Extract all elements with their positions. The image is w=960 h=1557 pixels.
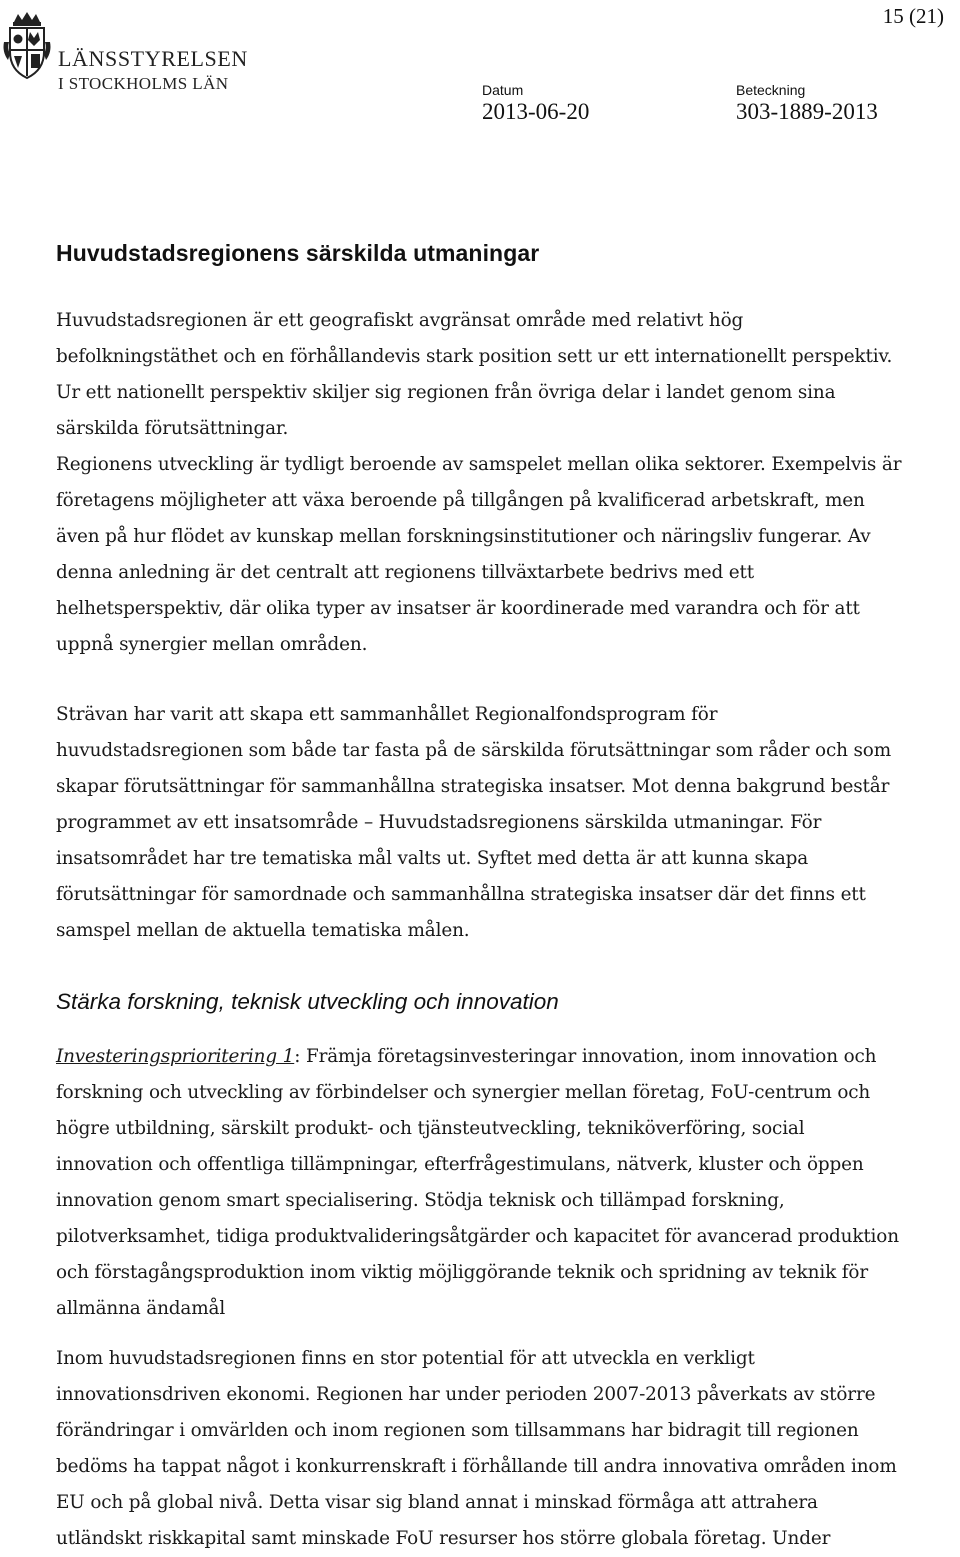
paragraph: Inom huvudstadsregionen finns en stor potential för att utveckla en verkligt innovationsdriven ekonomi. Regionen har under perioden 2007-2013 påverkats av större förändringar i omvärlden och inom regionen som tillsammans har bidragit till regionen bedöms ha tappat något i konkurrenskraft i förhållande till andra innovativa områden inom EU och på global nivå. Detta visar sig bland annat i minskad förmåga att attrahera utländskt riskkapital samt minskade FoU resurser hos större globala företag. Under: [56, 1348, 897, 1549]
date-label: Datum: [482, 82, 524, 98]
document-body: [56, 240, 906, 1557]
subsection-title: Stärka forskning, teknisk utveckling och innovation: [56, 989, 559, 1014]
reference-label: Beteckning: [736, 82, 806, 98]
reference-value: 303-1889-2013: [736, 99, 878, 124]
investment-priority-paragraph: [56, 1039, 906, 1327]
paragraph-spacer: [56, 949, 906, 989]
paragraph: Huvudstadsregionen är ett geografiskt avgränsat område med relativt hög befolkningstäthet och en förhållandevis stark position sett ur ett internationellt perspektiv. Ur ett nationellt perspektiv skiljer sig regionen från övriga delar i landet genom sina särskilda förutsättningar.: [56, 310, 893, 439]
paragraph-spacer: [56, 1327, 906, 1341]
section-title: Huvudstadsregionens särskilda utmaningar: [56, 240, 540, 266]
paragraph: Strävan har varit att skapa ett sammanhållet Regionalfondsprogram för huvudstadsregionen som både tar fasta på de särskilda förutsättningar som råder och som skapar förutsättningar för sammanhållna strategiska insatser. Mot denna bakgrund består programmet av ett insatsområde – Huvudstadsregionens särskilda utmaningar. För insatsområdet har tre tematiska mål valts ut. Syftet med detta är att kunna skapa förutsättningar för samordnade och sammanhållna strategiska insatser där det finns ett samspel mellan de aktuella tematiska målen.: [56, 704, 891, 941]
paragraph-spacer: [56, 663, 906, 697]
paragraph: Regionens utveckling är tydligt beroende av samspelet mellan olika sektorer. Exempelvis är företagens möjligheter att växa beroende på tillgången på kvalificerad arbetskraft, men även på hur flödet av kunskap mellan forskningsinstitutioner och näringsliv fungerar. Av denna anledning är det centralt att regionens tillväxtarbete bedrivs med ett helhetsperspektiv, där olika typer av insatser är koordinerade med varandra och för att uppnå synergier mellan områden.: [56, 454, 902, 655]
date-block: [482, 82, 589, 125]
investment-priority-text: : Främja företagsinvesteringar innovation, inom innovation och forskning och utveckling av förbindelser och synergier mellan företag, FoU-centrum och högre utbildning, särskilt produkt- och tjänsteutveckling, tekniköverföring, social innovation och offentliga tillämpningar, efterfrågestimulans, nätverk, kluster och öppen innovation genom smart specialisering. Stödja teknisk och tillämpad forskning, pilotverksamhet, tidiga produktvalideringsåtgärder och kapacitet för avancerad produktion och förstagångsproduktion inom viktig möjliggörande teknik och spridning av teknik för allmänna ändamål: [56, 1046, 899, 1319]
organization-name-line2: I STOCKHOLMS LÄN: [58, 74, 229, 93]
page-number: 15 (21): [882, 4, 944, 28]
organization-name-line1: LÄNSSTYRELSEN: [58, 46, 248, 71]
date-value: 2013-06-20: [482, 99, 590, 124]
organization-name: [58, 48, 248, 92]
investment-priority-term: Investeringsprioritering 1: [56, 1046, 295, 1067]
coat-of-arms-icon: [2, 12, 52, 82]
organization-logo: [2, 10, 248, 98]
reference-block: [736, 82, 878, 125]
